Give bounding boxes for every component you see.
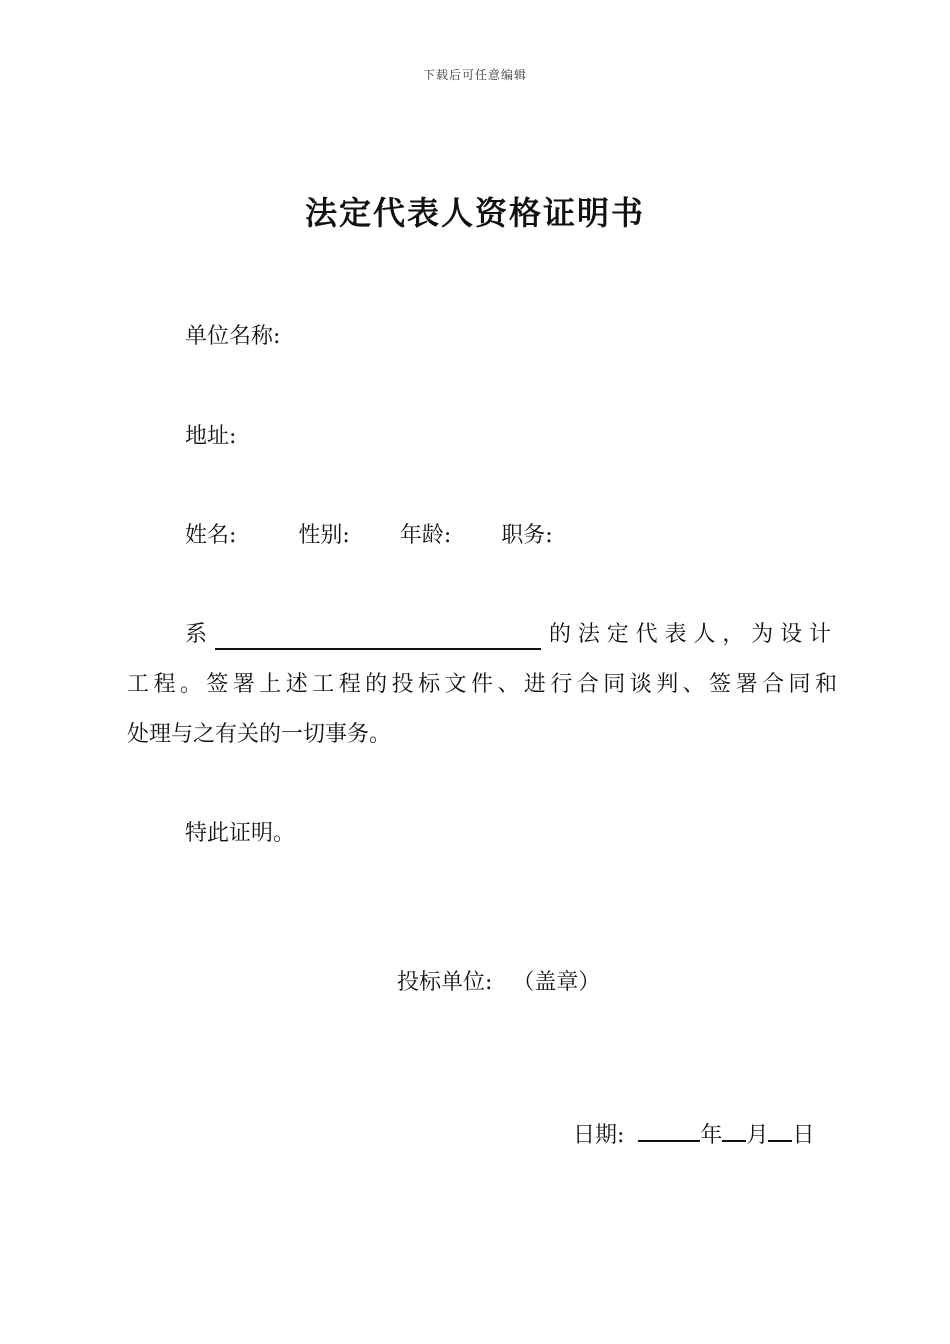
age-label: 年龄: (399, 523, 452, 548)
document-title: 法定代表人资格证明书 (304, 194, 645, 232)
paragraph-line-1 (185, 620, 837, 650)
date-label: 日期: (573, 1123, 625, 1148)
header-note: 下载后可任意编辑 (422, 68, 527, 82)
paragraph-line-3: 处理与之有关的一切事务。 (127, 722, 392, 747)
month-label: 月 (746, 1123, 769, 1148)
month-blank-line (722, 1118, 746, 1142)
paragraph-prefix: 系 (185, 622, 208, 647)
company-blank-line (215, 626, 541, 650)
bidder-label: 投标单位: (397, 970, 493, 995)
address-label: 地址: (185, 424, 237, 449)
unit-name-label: 单位名称: (185, 324, 281, 349)
bidder-row (397, 968, 600, 998)
paragraph-line-2: 工程。签署上述工程的投标文件、进行合同谈判、签署合同和 (127, 672, 837, 697)
certify-text: 特此证明。 (185, 821, 296, 846)
paragraph-line-1-tail: 的法定代表人，为设计 (549, 622, 837, 647)
day-blank-line (768, 1118, 792, 1142)
seal-label: （盖章） (512, 970, 601, 995)
day-label: 日 (792, 1123, 815, 1148)
name-label: 姓名: (185, 523, 237, 548)
year-blank-line (638, 1118, 700, 1142)
year-label: 年 (700, 1123, 723, 1148)
personal-info-row (185, 521, 553, 551)
date-row (573, 1118, 814, 1151)
position-label: 职务: (501, 523, 553, 548)
gender-label: 性别: (298, 523, 350, 548)
